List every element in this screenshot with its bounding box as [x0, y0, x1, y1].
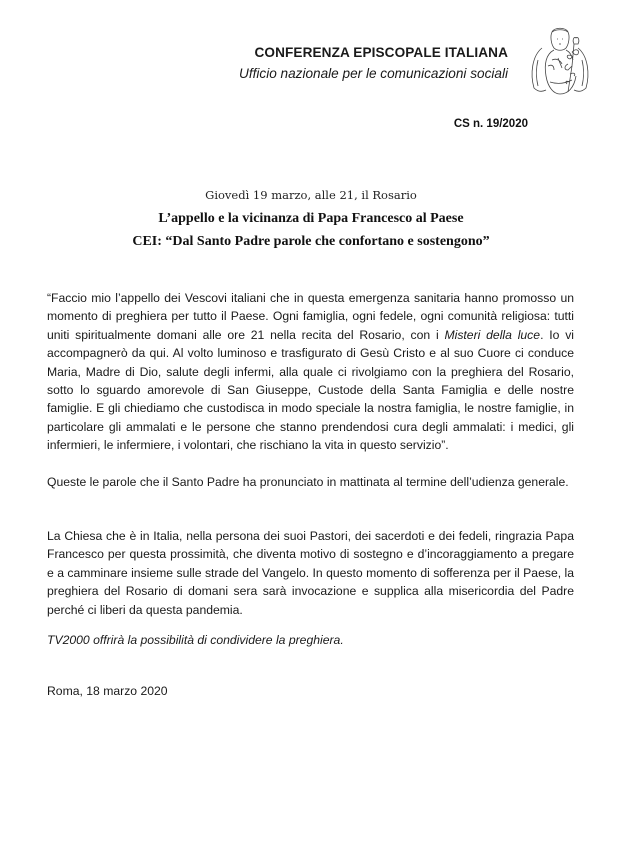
church-response-text: La Chiesa che è in Italia, nella persona dei suoi Pastori, dei sacerdoti e dei fedeli, ringrazia Papa Francesco per questa prossimità, che diventa motivo di sostegno e d’incoraggiamento a pregare e a camminare insieme sulle strade del Vangelo. In questo momento di sofferenza per il Paese, la preghiera del Rosario di domani sera sarà invocazione e supplica alla misericordia del Padre perché ci liberi da questa pandemia. [47, 529, 574, 617]
angel-logo-icon [528, 26, 592, 96]
pope-quote-paragraph [47, 289, 574, 455]
event-kicker: Giovedì 19 marzo, alle 21, il Rosario [205, 188, 417, 202]
quote-text-part-2: . Io vi accompagnerò da qui. Al volto luminoso e trasfigurato di Gesù Cristo e al suo Cuore ci conduce Maria, Madre di Dio, salute degli infermi, alla quale ci rivolgiamo con la preghiera del Rosario, sotto lo sguardo amorevole di San Giuseppe, Custode della Santa Famiglia e delle nostre famiglie. E gli chiediamo che custodisca in modo speciale la nostra famiglia, le nostre famiglie, in particolare gli ammalati e le persone che stanno prendendosi cura degli ammalati: i medici, gli infermieri, le infermiere, i volontari, che rischiano la vita in questo servizio”. [47, 327, 575, 453]
quote-italic-mysteries: Misteri della luce [444, 327, 541, 342]
press-release-number: CS n. 19/2020 [453, 118, 528, 130]
quote-text-part-1: “Faccio mio l’appello dei Vescovi italiani che in questa emergenza sanitaria hanno promosso un momento di preghiera per tutto il Paese. Ogni famiglia, ogni fedele, ogni comunità religiosa: tutti uniti spiritualmente domani alle ore 21 nella recita del Rosario, con i [47, 291, 574, 342]
place-date: Roma, 18 marzo 2020 [47, 684, 168, 698]
organization-name: CONFERENZA EPISCOPALE ITALIANA [254, 45, 508, 60]
office-name: Ufficio nazionale per le comunicazioni sociali [239, 66, 508, 81]
attribution-text: Queste le parole che il Santo Padre ha pronunciato in mattinata al termine dell’udienza generale. [47, 475, 569, 489]
broadcast-note-paragraph [47, 631, 574, 649]
headline-line-1: L’appello e la vicinanza di Papa Francesco al Paese [158, 211, 464, 226]
attribution-paragraph [47, 473, 574, 491]
church-response-paragraph [47, 527, 574, 619]
broadcast-note-text: TV2000 offrirà la possibilità di condividere la preghiera. [47, 633, 344, 647]
headline-line-2: CEI: “Dal Santo Padre parole che confortano e sostengono” [132, 234, 490, 249]
